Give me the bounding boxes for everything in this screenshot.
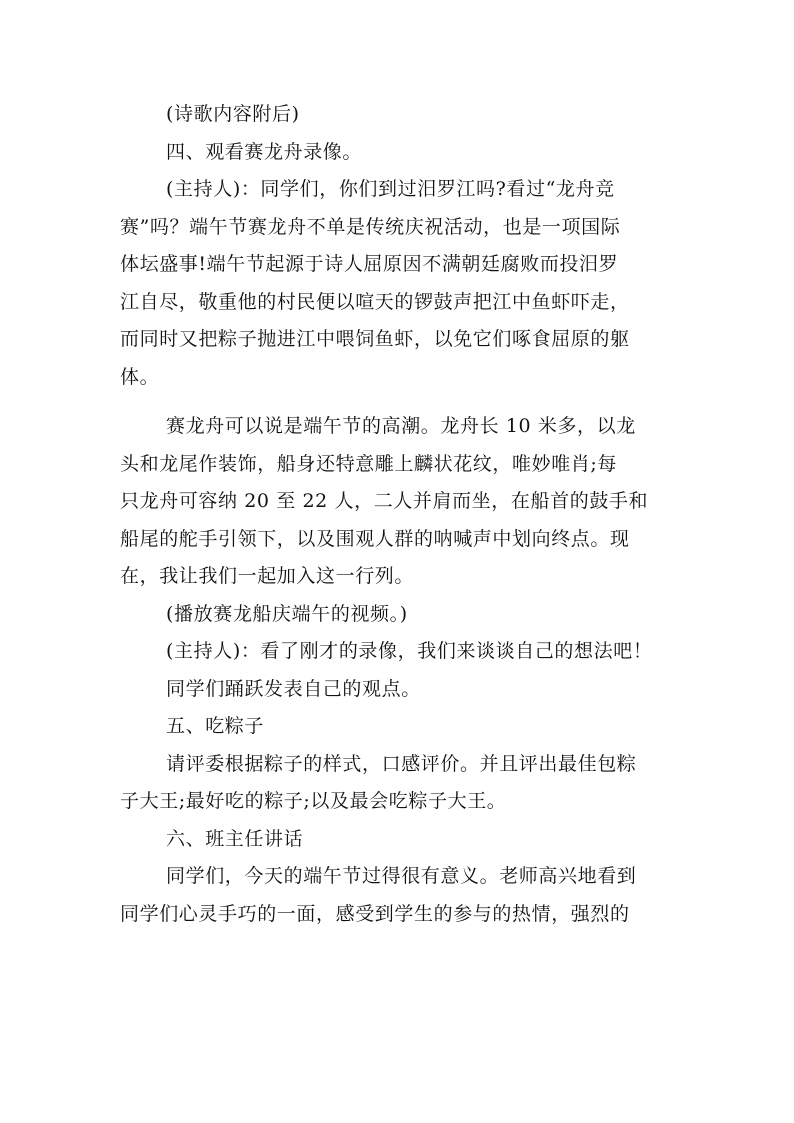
- section-heading: 六、班主任讲话: [166, 827, 304, 850]
- section-heading: 五、吃粽子: [166, 715, 265, 737]
- text-line: 请评委根据粽子的样式，口感评价。并且评出最佳包粽: [166, 752, 637, 775]
- text-line: 只龙舟可容纳 20 至 22 人，二人并肩而坐，在船首的鼓手和: [120, 490, 649, 512]
- text-line: 体坛盛事!端午节起源于诗人屈原因不满朝廷腐败而投汨罗: [120, 253, 619, 275]
- text-line: 而同时又把粽子抛进江中喂饲鱼虾，以免它们啄食屈原的躯: [120, 328, 630, 350]
- paragraph-gap: [120, 396, 676, 408]
- text-line: 在，我让我们一起加入这一行列。: [120, 565, 415, 587]
- text-line: (主持人)：同学们，你们到过汨罗江吗?看过“龙舟竞: [166, 178, 615, 200]
- text-line: (诗歌内容附后): [166, 103, 300, 125]
- text-line: (主持人)：看了刚才的录像，我们来谈谈自己的想法吧！: [166, 640, 653, 662]
- text-line: 赛”吗？端午节赛龙舟不单是传统庆祝活动，也是一项国际: [120, 215, 621, 238]
- text-line: 江自尽，敬重他的村民便以喧天的锣鼓声把江中鱼虾吓走，: [120, 290, 630, 313]
- section-heading: 四、观看赛龙舟录像。: [166, 140, 363, 163]
- text-line: 头和龙尾作装饰，船身还特意雕上麟状花纹，唯妙唯肖;每: [120, 452, 618, 475]
- text-line: 体。: [120, 365, 160, 388]
- body-text: [120, 96, 676, 933]
- text-line: 同学们心灵手巧的一面，感受到学生的参与的热情，强烈的: [120, 902, 630, 925]
- text-line: 同学们，今天的端午节过得很有意义。老师高兴地看到: [166, 865, 637, 887]
- text-line: 子大王;最好吃的粽子;以及最会吃粽子大王。: [120, 790, 507, 812]
- text-line: 船尾的舵手引领下，以及围观人群的呐喊声中划向终点。现: [120, 527, 630, 550]
- text-line: 赛龙舟可以说是端午节的高潮。龙舟长 10 米多，以龙: [166, 415, 636, 437]
- text-line: (播放赛龙船庆端午的视频。): [166, 602, 408, 625]
- text-line: 同学们踊跃发表自己的观点。: [166, 677, 421, 700]
